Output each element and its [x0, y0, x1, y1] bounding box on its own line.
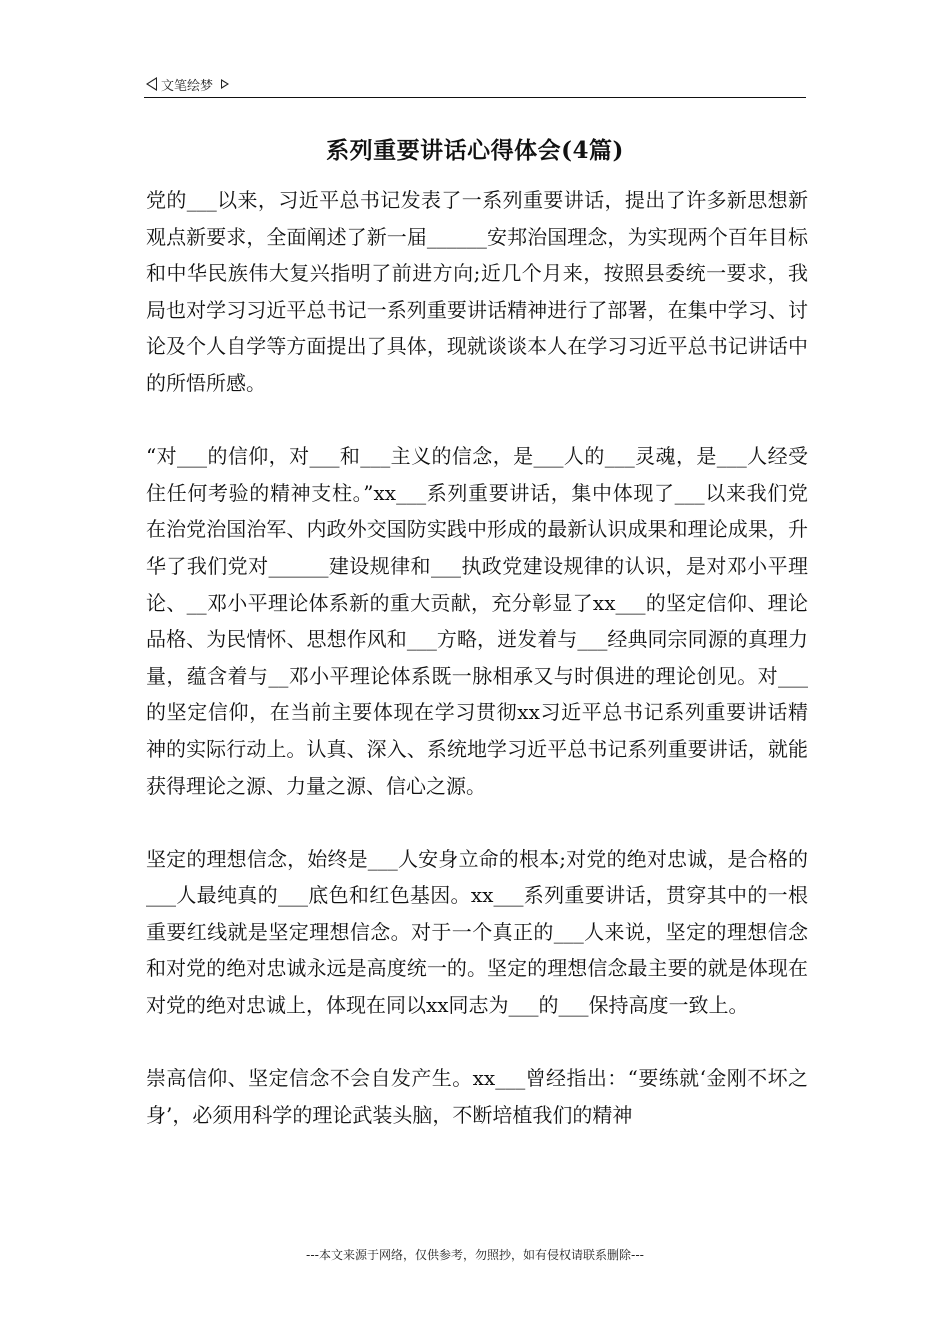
paragraph-2: “对___的信仰，对___和___主义的信念，是___人的___灵魂，是___人经受住任何考验的精神支柱。”xx___系列重要讲话，集中体现了___以来我们党在治党治国治军、内政外交国防实践中形成的最新认识成果和理论成果，升华了我们党对______建设规律和___执政党建设规律的认识，是对邓小平理论、__邓小平理论体系新的重大贡献，充分彰显了xx___的坚定信仰、理论品格、为民情怀、思想作风和___方略，迸发着与___经典同宗同源的真理力量，蕴含着与__邓小平理论体系既一脉相承又与时俱进的理论创见。对___的坚定信仰，在当前主要体现在学习贯彻xx习近平总书记系列重要讲话精神的实际行动上。认真、深入、系统地学习近平总书记系列重要讲话，就能获得理论之源、力量之源、信心之源。 — [146, 444, 808, 798]
document-body — [146, 182, 808, 1170]
footer-notice: ---本文来源于网络，仅供参考，勿照抄，如有侵权请联系删除--- — [306, 1248, 644, 1262]
document-title: 系列重要讲话心得体会(4篇) — [326, 137, 624, 164]
header-divider — [144, 97, 806, 98]
header-brand: 文笔绘梦 — [161, 78, 214, 94]
paragraph-3: 坚定的理想信念，始终是___人安身立命的根本;对党的绝对忠诚，是合格的___人最纯真的___底色和红色基因。xx___系列重要讲话，贯穿其中的一根重要红线就是坚定理想信念。对于一个真正的___人来说，坚定的理想信念和对党的绝对忠诚永远是高度统一的。坚定的理想信念最主要的就是体现在对党的绝对忠诚上，体现在同以xx同志为___的___保持高度一致上。 — [146, 846, 808, 1018]
page-header — [146, 72, 229, 96]
triangle-left-icon — [146, 77, 157, 91]
triangle-right-icon — [221, 79, 229, 89]
paragraph-1: 党的___以来，习近平总书记发表了一系列重要讲话，提出了许多新思想新观点新要求，全面阐述了新一届______安邦治国理念，为实现两个百年目标和中华民族伟大复兴指明了前进方向;近几个月来，按照县委统一要求，我局也对学习习近平总书记一系列重要讲话精神进行了部署，在集中学习、讨论及个人自学等方面提出了具体，现就谈谈本人在学习习近平总书记讲话中的所悟所感。 — [146, 188, 808, 395]
paragraph-4: 崇高信仰、坚定信念不会自发产生。xx___曾经指出：“要练就‘金刚不坏之身’，必须用科学的理论武装头脑，不断培植我们的精神 — [146, 1066, 808, 1127]
